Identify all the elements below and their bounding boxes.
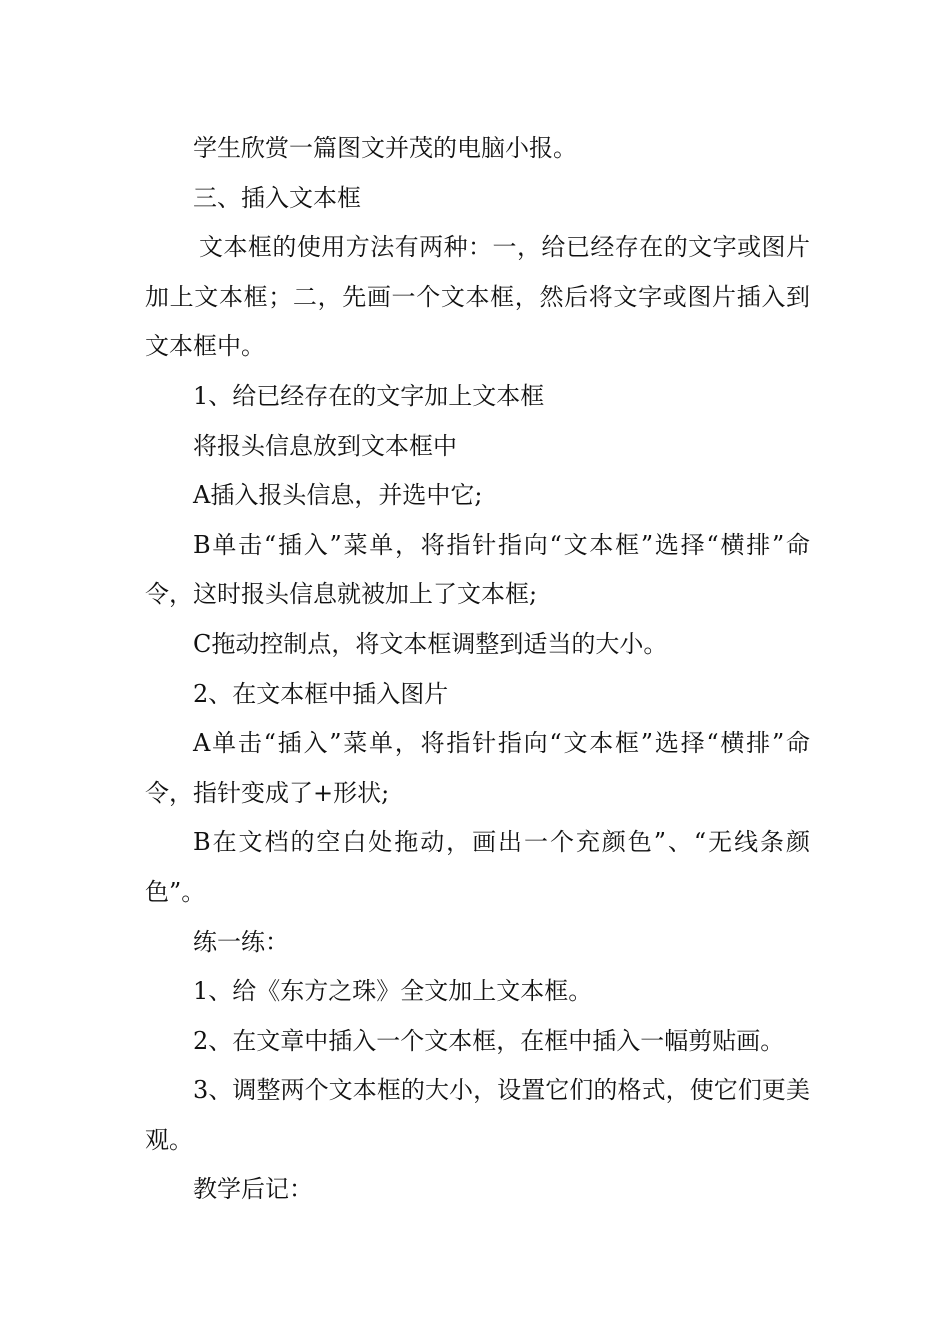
teaching-notes-heading: 教学后记： <box>193 1175 313 1204</box>
paragraph-masthead: 将报头信息放到文本框中 <box>193 431 457 460</box>
step-1b: B单击“插入”菜单，将指针指向“文本框”选择“横排”命令，这时报头信息就被加上了文本框; <box>145 530 810 609</box>
paragraph-intro: 学生欣赏一篇图文并茂的电脑小报。 <box>193 134 577 162</box>
step-1a: A插入报头信息，并选中它; <box>193 481 483 510</box>
practice-item-1: 1、给《东方之珠》全文加上文本框。 <box>193 977 593 1006</box>
step-2b: B在文档的空白处拖动，画出一个充颜色”、“无线条颜色”。 <box>145 828 810 906</box>
step-heading-2: 2、在文本框中插入图片 <box>193 679 449 708</box>
step-heading-1: 1、给已经存在的文字加上文本框 <box>193 381 545 410</box>
practice-heading: 练一练： <box>193 927 289 956</box>
practice-item-3: 3、调整两个文本框的大小，设置它们的格式，使它们更美观。 <box>145 1076 810 1154</box>
document-body <box>145 124 810 1215</box>
step-1c: C拖动控制点，将文本框调整到适当的大小。 <box>193 629 668 658</box>
practice-item-2: 2、在文章中插入一个文本框，在框中插入一幅剪贴画。 <box>193 1026 785 1055</box>
paragraph-textbox-methods: 文本框的使用方法有两种：一，给已经存在的文字或图片加上文本框；二，先画一个文本框，然后将文字或图片插入到文本框中。 <box>145 233 810 361</box>
section-heading-insert-textbox: 三、插入文本框 <box>193 183 361 212</box>
step-2a: A单击“插入”菜单，将指针指向“文本框”选择“横排”命令，指针变成了+形状; <box>145 729 810 807</box>
